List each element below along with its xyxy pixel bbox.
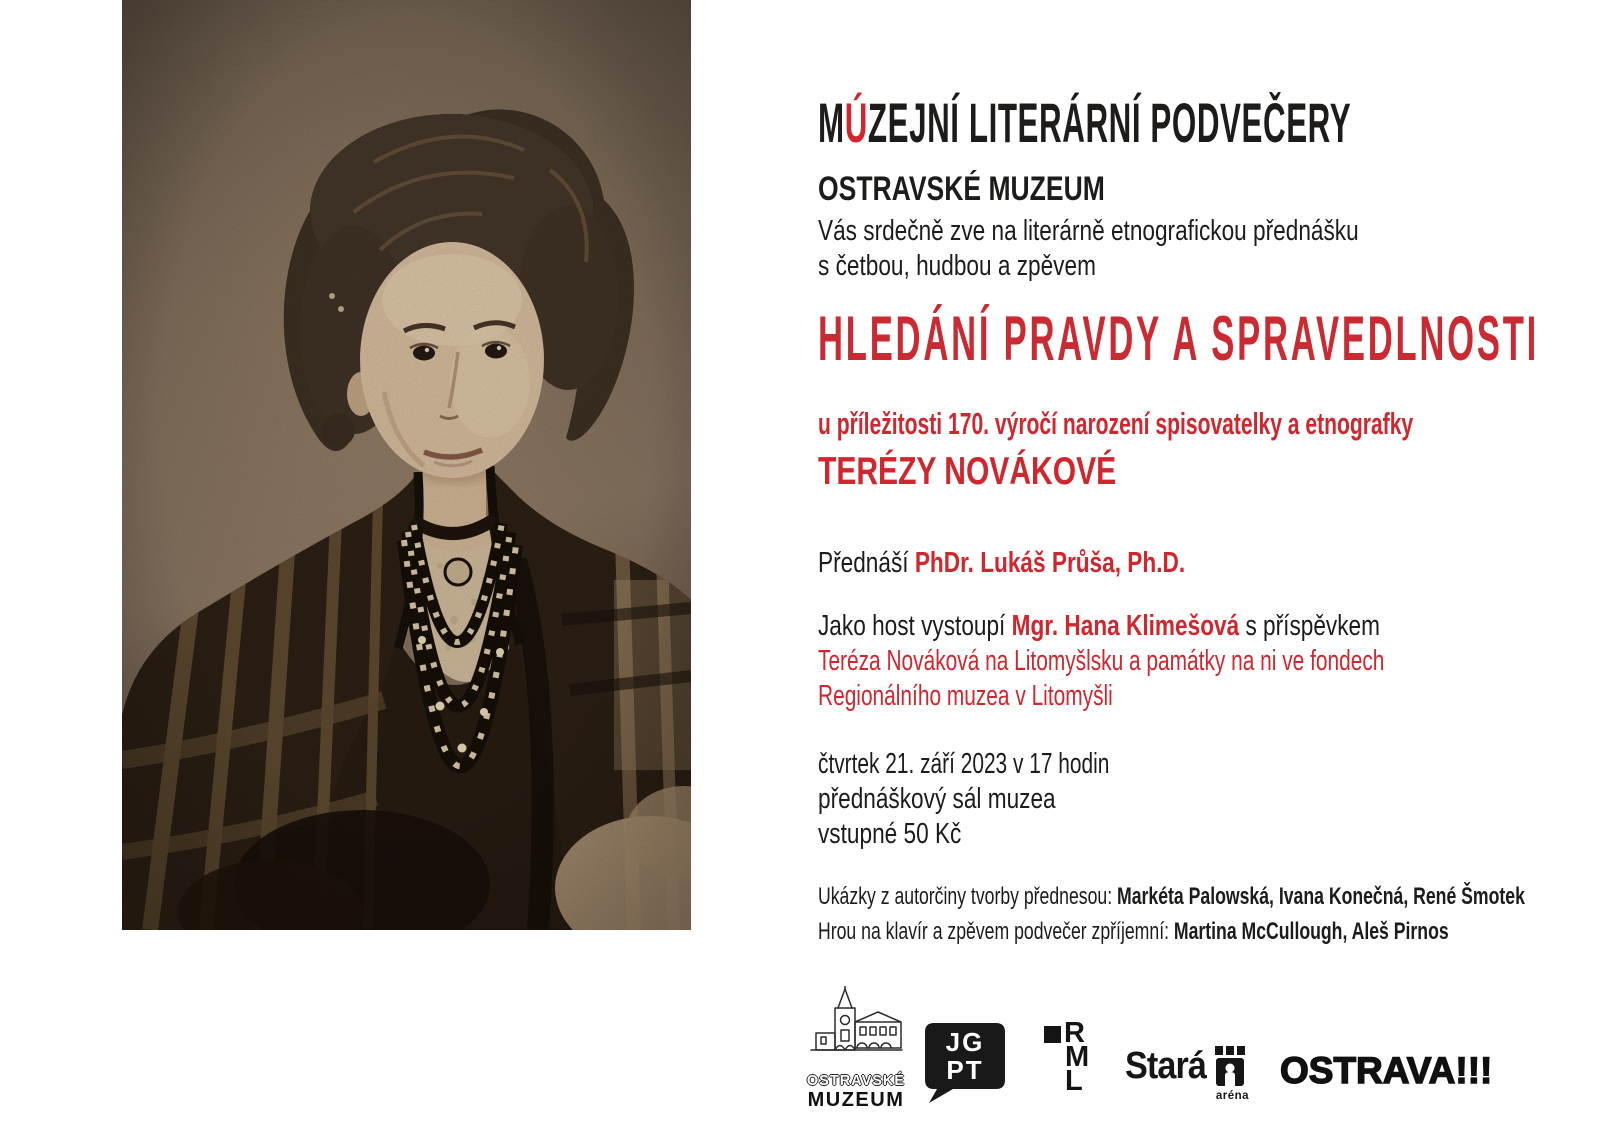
photo-grain xyxy=(122,0,691,930)
guest-suffix: s příspěvkem xyxy=(1239,610,1380,642)
museum-logo-line1: OSTRAVSKÉ xyxy=(806,1073,906,1089)
jgpt-logo xyxy=(925,1023,1005,1103)
guest-prefix: Jako host vystoupí xyxy=(818,610,1012,642)
organizer-name: OSTRAVSKÉ MUZEUM xyxy=(818,170,1105,208)
rml-letter-r: R xyxy=(1064,1017,1085,1049)
lecturer-line xyxy=(818,548,1289,578)
series-title-post: ZEJNÍ LITERÁRNÍ PODVEČERY xyxy=(867,91,1352,154)
guest-topic-line-2: Regionálního muzea v Litomyšli xyxy=(818,680,1113,712)
lecture-main-title: HLEDÁNÍ PRAVDY A SPRAVEDLNOSTI xyxy=(818,304,1540,374)
occasion-line: u příležitosti 170. výročí narození spisovatelky a etnografky xyxy=(818,406,1414,441)
museum-building-icon xyxy=(808,986,904,1066)
admission-fee: vstupné 50 Kč xyxy=(818,818,962,850)
jgpt-logo-row1: JG xyxy=(945,1027,985,1057)
author-name: TERÉZY NOVÁKOVÉ xyxy=(818,450,1117,493)
invitation-line-1: Vás srdečně zve na literárně etnografickou přednášku xyxy=(818,215,1359,247)
readers-label: Ukázky z autorčiny tvorby přednesou: xyxy=(818,883,1118,910)
event-date: čtvrtek 21. září 2023 v 17 hodin xyxy=(818,748,1110,780)
series-title-accent-letter: Ú xyxy=(844,91,868,154)
rml-logo xyxy=(1044,1017,1090,1097)
readers-names: Markéta Palowská, Ivana Konečná, René Šmotek xyxy=(1117,883,1525,910)
guest-name: Mgr. Hana Klimešová xyxy=(1011,610,1240,642)
rml-square-icon xyxy=(1044,1026,1061,1043)
guest-line xyxy=(818,611,1538,641)
stara-arena-title: Stará xyxy=(1125,1045,1207,1087)
lecturer-label: Přednáší xyxy=(818,547,915,579)
rml-letter-m: M xyxy=(1065,1041,1090,1073)
ostrava-city-logo: OSTRAVA!!! xyxy=(1280,1050,1493,1091)
stara-arena-subtitle: aréna xyxy=(1215,1090,1250,1102)
event-venue: přednáškový sál muzea xyxy=(818,783,1056,815)
guest-topic-line-1: Teréza Nováková na Litomyšlsku a památky na ni ve fondech xyxy=(818,645,1385,677)
ostravske-muzeum-logo xyxy=(798,986,914,1112)
series-title xyxy=(818,91,1600,154)
portrait-photo-tereza-novakova xyxy=(122,0,691,930)
invitation-line-2: s četbou, hudbou a zpěvem xyxy=(818,250,1096,282)
museum-logo-line2: MUZEUM xyxy=(807,1089,905,1111)
rml-letter-l: L xyxy=(1065,1065,1083,1097)
series-title-pre: M xyxy=(818,91,845,154)
readers-credit-line xyxy=(818,884,1600,910)
lecturer-name: PhDr. Lukáš Průša, Ph.D. xyxy=(914,547,1186,579)
music-credit-line xyxy=(818,919,1600,945)
jgpt-logo-row2: PT xyxy=(946,1055,984,1085)
stara-arena-logo xyxy=(1125,1046,1249,1102)
music-names: Martina McCullough, Aleš Pirnos xyxy=(1173,918,1449,945)
stara-arena-doorway-icon xyxy=(1215,1046,1245,1088)
music-label: Hrou na klavír a zpěvem podvečer zpříjemní: xyxy=(818,918,1174,945)
